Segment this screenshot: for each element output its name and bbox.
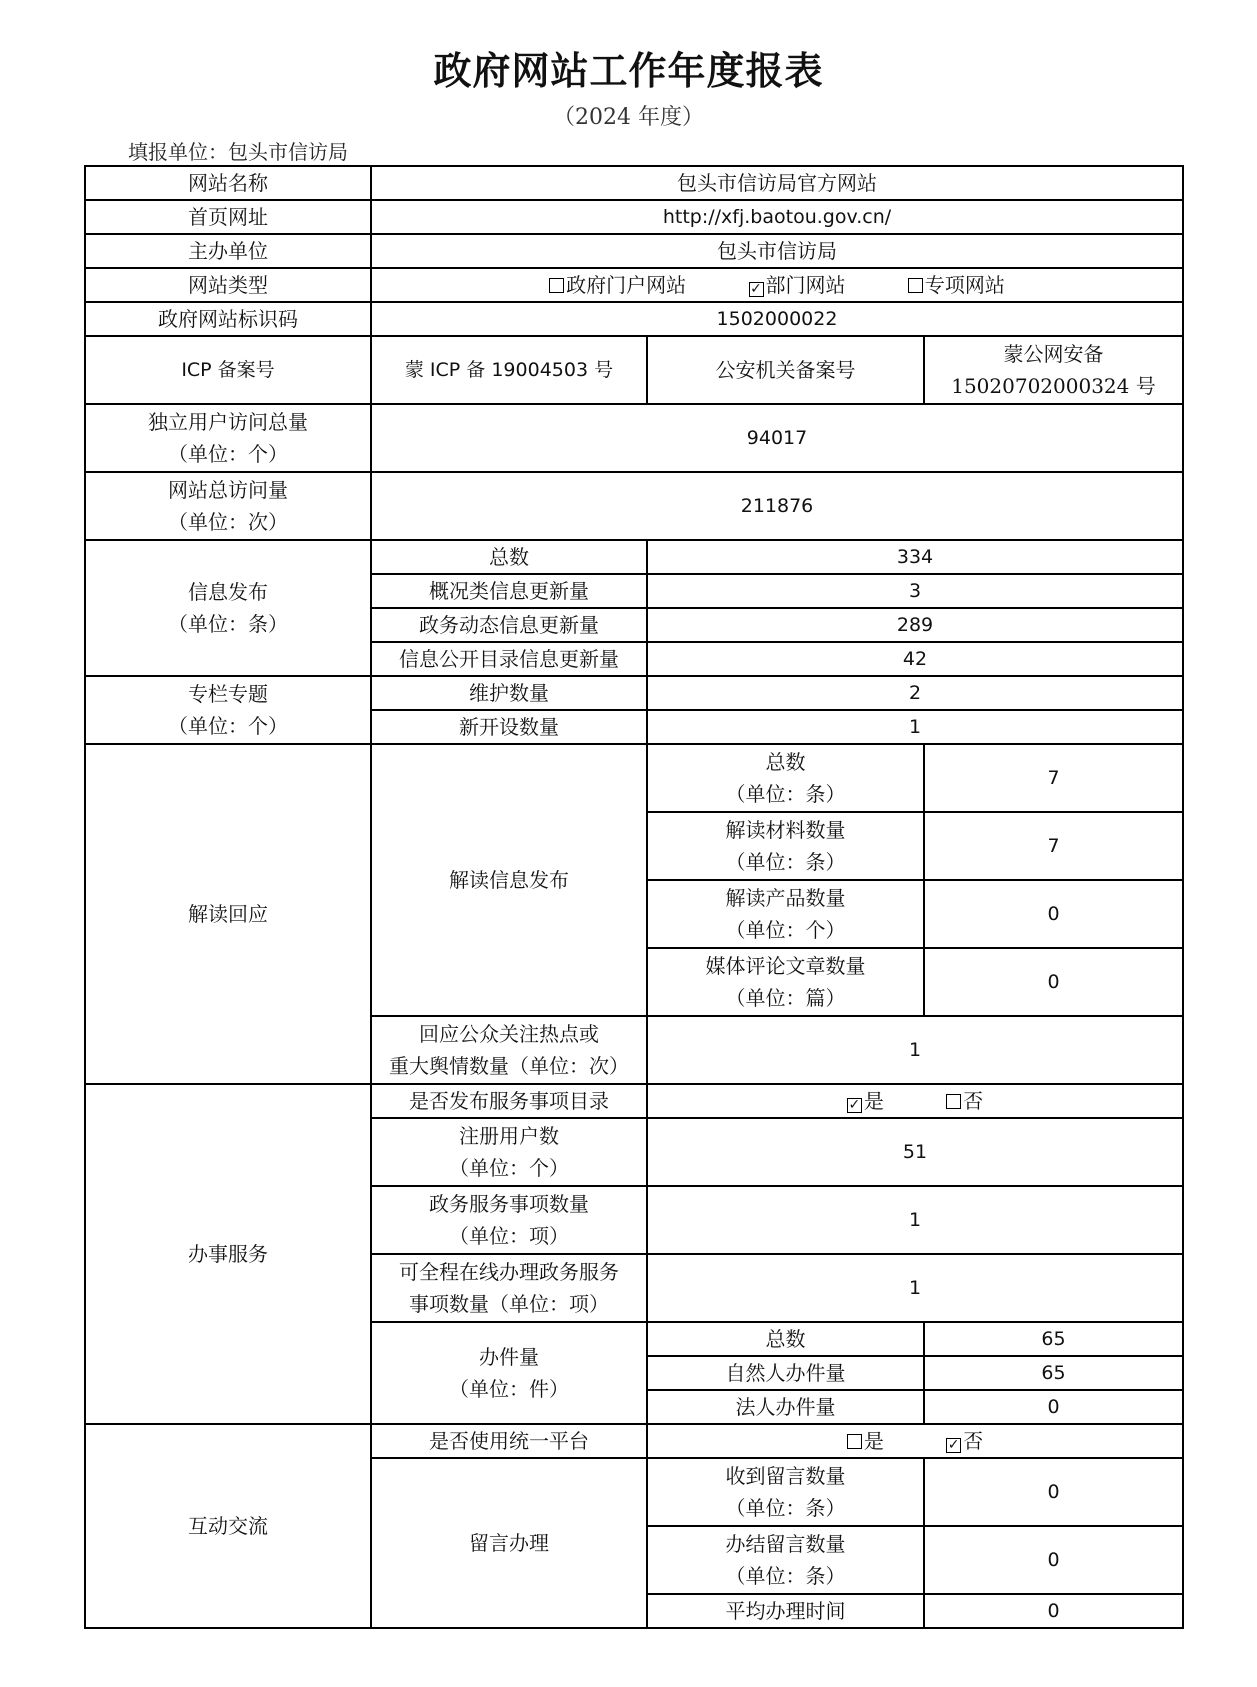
type-option-portal[interactable] <box>549 269 686 301</box>
users-label <box>371 1118 647 1186</box>
pv-value: 211876 <box>371 472 1183 540</box>
items-label <box>371 1186 647 1254</box>
platform-option-no[interactable] <box>946 1425 983 1457</box>
info-row-value: 3 <box>647 574 1183 608</box>
table-row <box>85 404 1183 472</box>
unit-line: （单位：条） <box>725 1564 846 1588</box>
filling-unit: 填报单位：包头市信访局 <box>128 140 348 164</box>
checkbox-checked-icon[interactable]: ✓ <box>750 281 762 297</box>
interpret-row-value: 7 <box>924 744 1183 812</box>
row-label: 政府网站标识码 <box>85 302 371 336</box>
table-row <box>85 200 1183 234</box>
checkbox-icon[interactable] <box>549 278 564 293</box>
label-line: 解读产品数量 <box>725 886 846 910</box>
column-row-label: 新开设数量 <box>371 710 647 744</box>
column-label: 专栏专题 <box>188 682 268 706</box>
online-label <box>371 1254 647 1322</box>
label-line: 可全程在线办理政务服务 <box>399 1260 619 1284</box>
section-label-interaction: 互动交流 <box>85 1424 371 1628</box>
cases-row-label: 法人办件量 <box>647 1390 924 1424</box>
received-value: 0 <box>924 1458 1183 1526</box>
pv-unit: （单位：次） <box>168 510 288 534</box>
response-label <box>371 1016 647 1084</box>
info-label: 信息发布 <box>188 580 268 604</box>
interpret-row-value: 0 <box>924 880 1183 948</box>
checkbox-icon[interactable] <box>847 1434 862 1449</box>
interpret-row-label <box>647 948 924 1016</box>
row-label: 网站名称 <box>85 166 371 200</box>
avg-label: 平均办理时间 <box>647 1594 924 1628</box>
interpret-sub-label: 解读信息发布 <box>371 744 647 1016</box>
unit-line: （单位：件） <box>449 1377 569 1401</box>
interpret-row-label <box>647 812 924 880</box>
row-label: 主办单位 <box>85 234 371 268</box>
interpret-row-label <box>647 880 924 948</box>
catalog-options <box>647 1084 1183 1118</box>
checkbox-icon[interactable] <box>908 278 923 293</box>
uv-unit: （单位：个） <box>168 442 288 466</box>
interpret-row-value: 7 <box>924 812 1183 880</box>
cases-row-label: 总数 <box>647 1322 924 1356</box>
checkbox-checked-icon[interactable]: ✓ <box>848 1097 861 1113</box>
table-row <box>85 676 1183 710</box>
items-value: 1 <box>647 1186 1183 1254</box>
row-label: 网站类型 <box>85 268 371 302</box>
table-row <box>85 1424 1183 1458</box>
users-value: 51 <box>647 1118 1183 1186</box>
section-label-interpret: 解读回应 <box>85 744 371 1084</box>
option-label: 部门网站 <box>765 273 846 297</box>
table-row <box>85 336 1183 404</box>
platform-options <box>647 1424 1183 1458</box>
info-row-label: 政务动态信息更新量 <box>371 608 647 642</box>
label-line: 解读材料数量 <box>725 818 846 842</box>
catalog-label: 是否发布服务事项目录 <box>371 1084 647 1118</box>
label-line: 办件量 <box>479 1345 539 1369</box>
platform-label: 是否使用统一平台 <box>371 1424 647 1458</box>
info-row-value: 289 <box>647 608 1183 642</box>
info-row-label: 概况类信息更新量 <box>371 574 647 608</box>
table-row <box>85 166 1183 200</box>
cases-row-value: 65 <box>924 1356 1183 1390</box>
section-label-column <box>85 676 371 744</box>
option-label: 是 <box>863 1429 884 1453</box>
police-number <box>924 336 1183 404</box>
cases-row-value: 0 <box>924 1390 1183 1424</box>
label-line: 总数 <box>765 750 806 774</box>
option-label: 是 <box>863 1089 884 1113</box>
icp-number: 蒙 ICP 备 19004503 号 <box>371 336 647 404</box>
row-label: ICP 备案号 <box>85 336 371 404</box>
catalog-option-yes[interactable] <box>847 1085 884 1117</box>
platform-option-yes[interactable] <box>847 1425 884 1457</box>
site-name: 包头市信访局官方网站 <box>371 166 1183 200</box>
section-label-service: 办事服务 <box>85 1084 371 1424</box>
column-row-value: 2 <box>647 676 1183 710</box>
cases-row-value: 65 <box>924 1322 1183 1356</box>
done-label <box>647 1526 924 1594</box>
column-row-value: 1 <box>647 710 1183 744</box>
row-label: 首页网址 <box>85 200 371 234</box>
online-value: 1 <box>647 1254 1183 1322</box>
uv-value: 94017 <box>371 404 1183 472</box>
site-url[interactable]: http://xfj.baotou.gov.cn/ <box>371 200 1183 234</box>
label-line: 重大舆情数量（单位：次） <box>389 1054 629 1078</box>
avg-value: 0 <box>924 1594 1183 1628</box>
row-label <box>85 472 371 540</box>
option-label: 专项网站 <box>924 273 1005 297</box>
label-line: 政务服务事项数量 <box>429 1192 589 1216</box>
response-value: 1 <box>647 1016 1183 1084</box>
table-row <box>85 302 1183 336</box>
report-year: （2024 年度） <box>553 105 704 130</box>
site-type-options <box>371 268 1183 302</box>
row-label <box>85 404 371 472</box>
done-value: 0 <box>924 1526 1183 1594</box>
info-row-label: 信息公开目录信息更新量 <box>371 642 647 676</box>
police-line1: 蒙公网安备 <box>1003 342 1104 366</box>
table-row <box>85 268 1183 302</box>
label-line: 媒体评论文章数量 <box>705 954 866 978</box>
checkbox-icon[interactable] <box>946 1094 961 1109</box>
label-line: 办结留言数量 <box>725 1532 846 1556</box>
table-row <box>85 234 1183 268</box>
unit-line: （单位：个） <box>449 1156 569 1180</box>
report-title: 政府网站工作年度报表 <box>433 49 824 93</box>
report-table <box>84 165 1184 1629</box>
info-unit: （单位：条） <box>168 612 288 636</box>
type-option-special[interactable] <box>908 269 1005 301</box>
label-line: 注册用户数 <box>459 1124 559 1148</box>
column-row-label: 维护数量 <box>371 676 647 710</box>
pv-label: 网站总访问量 <box>168 478 288 502</box>
info-row-label: 总数 <box>371 540 647 574</box>
unit-line: （单位：条） <box>725 850 846 874</box>
info-row-value: 42 <box>647 642 1183 676</box>
interpret-row-label <box>647 744 924 812</box>
section-label-info <box>85 540 371 676</box>
option-label: 否 <box>963 1089 984 1113</box>
site-code: 1502000022 <box>371 302 1183 336</box>
site-host: 包头市信访局 <box>371 234 1183 268</box>
option-label: 否 <box>963 1429 984 1453</box>
unit-line: （单位：个） <box>725 918 846 942</box>
police-label: 公安机关备案号 <box>647 336 924 404</box>
msg-label: 留言办理 <box>371 1458 647 1628</box>
table-row <box>85 744 1183 812</box>
unit-line: （单位：篇） <box>725 986 846 1010</box>
label-line: 事项数量（单位：项） <box>409 1292 609 1316</box>
label-line: 收到留言数量 <box>725 1464 846 1488</box>
received-label <box>647 1458 924 1526</box>
police-line2: 15020702000324 号 <box>951 374 1156 398</box>
cases-row-label: 自然人办件量 <box>647 1356 924 1390</box>
table-row <box>85 472 1183 540</box>
unit-line: （单位：条） <box>725 782 846 806</box>
unit-line: （单位：条） <box>725 1496 846 1520</box>
uv-label: 独立用户访问总量 <box>148 410 308 434</box>
table-row <box>85 540 1183 574</box>
table-row <box>85 1084 1183 1118</box>
interpret-row-value: 0 <box>924 948 1183 1016</box>
unit-line: （单位：项） <box>449 1224 569 1248</box>
column-unit: （单位：个） <box>168 714 288 738</box>
cases-label <box>371 1322 647 1424</box>
type-option-department[interactable] <box>749 269 846 301</box>
checkbox-checked-icon[interactable]: ✓ <box>947 1437 960 1453</box>
label-line: 回应公众关注热点或 <box>419 1022 599 1046</box>
catalog-option-no[interactable] <box>946 1085 983 1117</box>
info-row-value: 334 <box>647 540 1183 574</box>
option-label: 政府门户网站 <box>566 273 687 297</box>
